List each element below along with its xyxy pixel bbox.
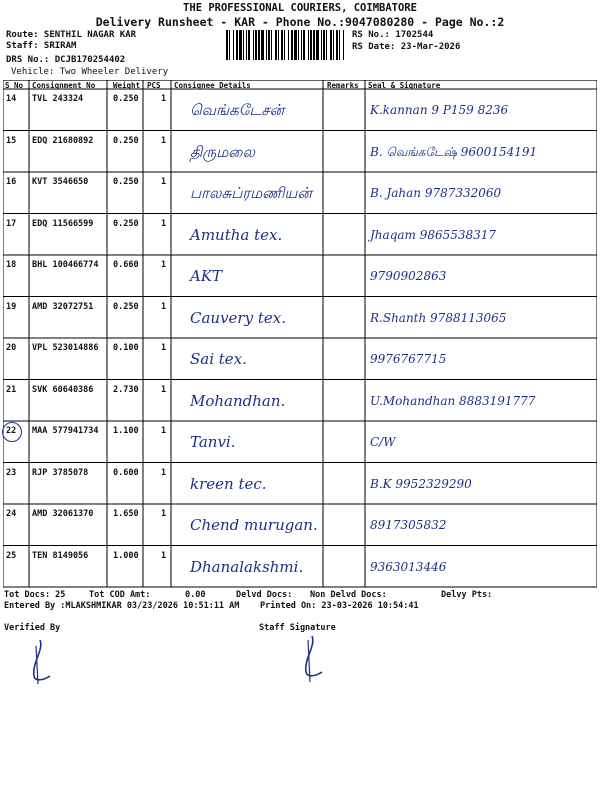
total-docs: Tot Docs: 25 bbox=[4, 590, 66, 600]
row-pcs: 1 bbox=[161, 301, 167, 312]
barcode-bar bbox=[316, 30, 319, 60]
row-sno: 17 bbox=[6, 218, 17, 229]
barcode-bar bbox=[278, 30, 279, 60]
barcode-bar bbox=[258, 30, 260, 60]
row-consignee-handwriting: வெங்கடேசன் bbox=[190, 101, 285, 119]
row-pcs: 1 bbox=[161, 218, 167, 229]
row-consignment-no: BHL 100466774 bbox=[32, 260, 99, 270]
row-sno: 19 bbox=[6, 301, 17, 312]
row-consignment-no: AMD 32072751 bbox=[32, 301, 94, 312]
row-signature-handwriting: 9363013446 bbox=[370, 559, 447, 574]
row-pcs: 1 bbox=[161, 384, 167, 395]
col-header-consignee: Consignee Details bbox=[174, 81, 251, 90]
non-delivered-docs: Non Delvd Docs: bbox=[310, 590, 387, 600]
verified-signature bbox=[20, 636, 60, 688]
printed-on: Printed On: 23-03-2026 10:54:41 bbox=[260, 601, 419, 611]
row-signature-handwriting: B.K 9952329290 bbox=[370, 476, 472, 491]
row-weight: 2.730 bbox=[113, 384, 139, 395]
staff-signature-label: Staff Signature bbox=[259, 623, 336, 633]
row-consignment-no: VPL 523014886 bbox=[32, 343, 99, 353]
row-consignee-handwriting: Amutha tex. bbox=[190, 225, 283, 244]
staff-label: Staff: SRIRAM bbox=[6, 41, 77, 51]
row-weight: 0.250 bbox=[113, 177, 139, 187]
barcode-image bbox=[226, 30, 348, 60]
barcode-bar bbox=[281, 30, 283, 60]
row-sno: 22 bbox=[6, 426, 17, 436]
barcode-bar bbox=[268, 30, 270, 60]
row-sno: 25 bbox=[6, 550, 17, 561]
barcode-bar bbox=[310, 30, 312, 60]
barcode-bar bbox=[253, 30, 254, 60]
row-sno: 16 bbox=[6, 177, 17, 187]
row-consignment-no: TEN 8149056 bbox=[32, 550, 89, 561]
col-header-pcs: PCS bbox=[147, 81, 161, 90]
row-weight: 1.000 bbox=[113, 550, 139, 561]
row-consignment-no: MAA 577941734 bbox=[32, 426, 99, 436]
row-consignee-handwriting: Sai tex. bbox=[190, 350, 247, 368]
col-header-weight: Weight bbox=[113, 81, 141, 90]
row-consignee-handwriting: திருமலை bbox=[190, 142, 255, 161]
document-title: THE PROFESSIONAL COURIERS, COIMBATORE bbox=[183, 2, 417, 14]
barcode-bar bbox=[339, 30, 340, 60]
row-weight: 0.250 bbox=[113, 301, 139, 312]
row-consignment-no: RJP 3785078 bbox=[32, 467, 89, 478]
sno-circle-mark bbox=[2, 422, 22, 442]
row-signature-handwriting: B. Jahan 9787332060 bbox=[370, 186, 502, 200]
barcode-bar bbox=[248, 30, 250, 60]
row-weight: 0.660 bbox=[113, 260, 139, 270]
row-signature-handwriting: B. வெங்கடேஷ் 9600154191 bbox=[370, 144, 538, 159]
row-pcs: 1 bbox=[161, 550, 167, 561]
row-consignment-no: EDQ 11566599 bbox=[32, 218, 94, 229]
row-sno: 23 bbox=[6, 467, 17, 478]
row-consignment-no: EDQ 21680892 bbox=[32, 135, 94, 146]
row-weight: 1.100 bbox=[113, 426, 139, 436]
barcode-bar bbox=[303, 30, 305, 60]
barcode-bar bbox=[323, 30, 325, 60]
row-consignment-no: SVK 60640386 bbox=[32, 384, 94, 395]
row-weight: 0.250 bbox=[113, 218, 139, 229]
row-consignee-handwriting: Chend murugan. bbox=[190, 516, 318, 534]
row-signature-handwriting: K.kannan 9 P159 8236 bbox=[370, 103, 509, 117]
row-signature-handwriting: Jhaqam 9865538317 bbox=[370, 227, 497, 242]
row-pcs: 1 bbox=[161, 135, 167, 146]
row-signature-handwriting: 9790902863 bbox=[370, 269, 447, 283]
row-sno: 18 bbox=[6, 260, 17, 270]
row-consignee-handwriting: Mohandhan. bbox=[190, 391, 286, 410]
row-pcs: 1 bbox=[161, 343, 167, 353]
barcode-bar bbox=[313, 30, 315, 60]
row-pcs: 1 bbox=[161, 260, 167, 270]
barcode-bar bbox=[226, 30, 228, 60]
row-weight: 1.650 bbox=[113, 509, 139, 519]
barcode-bar bbox=[233, 30, 234, 60]
entered-by: Entered By :MLAKSHMIKAR 03/23/2026 10:51:11 AM bbox=[4, 601, 240, 611]
row-consignment-no: AMD 32061370 bbox=[32, 509, 94, 519]
barcode-bar bbox=[255, 30, 257, 60]
barcode-bar bbox=[261, 30, 264, 60]
row-consignee-handwriting: kreen tec. bbox=[190, 474, 267, 493]
barcode-bar bbox=[243, 30, 244, 60]
row-weight: 0.100 bbox=[113, 343, 139, 353]
barcode-bar bbox=[236, 30, 238, 60]
barcode-bar bbox=[298, 30, 299, 60]
row-sno: 21 bbox=[6, 384, 17, 395]
verified-by-label: Verified By bbox=[4, 623, 61, 633]
barcode-bar bbox=[294, 30, 297, 60]
route-label: Route: SENTHIL NAGAR KAR bbox=[6, 30, 137, 40]
barcode-bar bbox=[326, 30, 327, 60]
col-header-seal: Seal & Signature bbox=[368, 81, 441, 90]
document-subtitle: Delivery Runsheet - KAR - Phone No.:9047080280 - Page No.:2 bbox=[95, 15, 505, 29]
col-header-remarks: Remarks bbox=[327, 81, 359, 90]
barcode-bar bbox=[336, 30, 338, 60]
row-consignment-no: KVT 3546650 bbox=[32, 177, 89, 187]
total-cod-value: 0.00 bbox=[185, 590, 206, 600]
barcode-bar bbox=[301, 30, 302, 60]
row-consignee-handwriting: Tanvi. bbox=[190, 433, 236, 451]
barcode-bar bbox=[284, 30, 285, 60]
row-signature-handwriting: 8917305832 bbox=[370, 518, 447, 532]
staff-signature bbox=[290, 632, 330, 684]
row-consignee-handwriting: Cauvery tex. bbox=[190, 308, 286, 327]
row-consignee-handwriting: Dhanalakshmi. bbox=[190, 557, 304, 576]
barcode-bar bbox=[308, 30, 309, 60]
delivery-points: Delvy Pts: bbox=[441, 590, 493, 600]
col-header-sno: S No bbox=[5, 81, 24, 90]
row-pcs: 1 bbox=[161, 177, 167, 187]
row-sno: 24 bbox=[6, 509, 17, 519]
row-signature-handwriting: R.Shanth 9788113065 bbox=[370, 310, 507, 325]
drs-label: DRS No.: DCJB170254402 bbox=[6, 55, 126, 65]
row-pcs: 1 bbox=[161, 509, 167, 519]
row-pcs: 1 bbox=[161, 426, 167, 436]
row-sno: 20 bbox=[6, 343, 17, 353]
barcode-bar bbox=[288, 30, 289, 60]
row-pcs: 1 bbox=[161, 467, 167, 478]
row-weight: 0.600 bbox=[113, 467, 139, 478]
barcode-bar bbox=[271, 30, 272, 60]
barcode-bar bbox=[321, 30, 322, 60]
row-sno: 14 bbox=[6, 94, 17, 104]
row-signature-handwriting: U.Mohandhan 8883191777 bbox=[370, 393, 536, 408]
barcode-bar bbox=[229, 30, 230, 60]
rs-number: RS No.: 1702544 bbox=[352, 30, 434, 40]
col-header-consignment: Consignment No bbox=[32, 81, 96, 90]
row-weight: 0.250 bbox=[113, 135, 139, 146]
vehicle-label: Vehicle: Two Wheeler Delivery bbox=[11, 67, 169, 77]
row-consignment-no: TVL 243324 bbox=[32, 94, 84, 104]
row-consignee-handwriting: பாலசுப்ரமணியன் bbox=[190, 184, 312, 202]
barcode-bar bbox=[239, 30, 242, 60]
barcode-bar bbox=[330, 30, 332, 60]
barcode-bar bbox=[266, 30, 267, 60]
barcode-bar bbox=[246, 30, 247, 60]
row-sno: 15 bbox=[6, 135, 17, 146]
row-signature-handwriting: 9976767715 bbox=[370, 352, 447, 366]
total-cod-label: Tot COD Amt: bbox=[89, 590, 151, 600]
barcode-bar bbox=[333, 30, 334, 60]
delivered-docs: Delvd Docs: bbox=[236, 590, 293, 600]
row-pcs: 1 bbox=[161, 94, 167, 104]
barcode-bar bbox=[275, 30, 277, 60]
row-signature-handwriting: C/W bbox=[370, 435, 396, 449]
rs-date: RS Date: 23-Mar-2026 bbox=[352, 42, 461, 52]
barcode-bar bbox=[291, 30, 293, 60]
table-row bbox=[3, 463, 597, 505]
row-consignee-handwriting: AKT bbox=[190, 267, 223, 285]
barcode-bar bbox=[343, 30, 344, 60]
row-weight: 0.250 bbox=[113, 94, 139, 104]
